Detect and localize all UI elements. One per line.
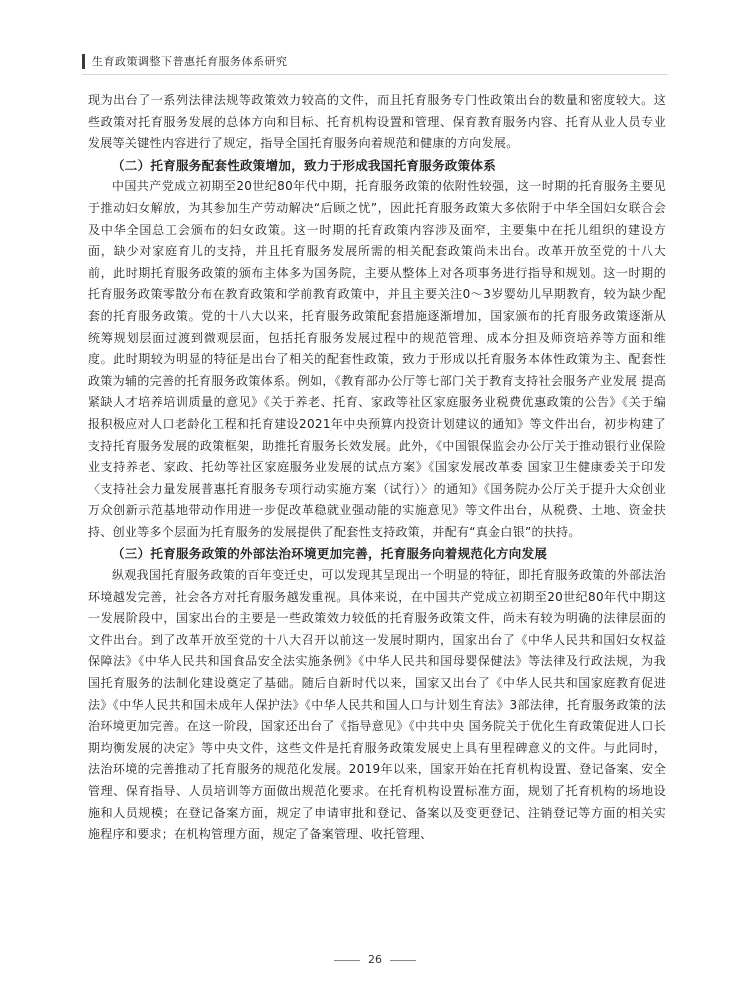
footer-rule-left	[334, 960, 360, 961]
running-header	[82, 52, 668, 75]
paragraph-section-3: 纵观我国托育服务政策的百年变迁史，可以发现其呈现出一个明显的特征，即托育服务政策的外部法治环境越发完善，社会各方对托育服务越发重视。具体来说，在中国共产党成立初期至20世纪80年代中期这一发展阶段中，国家出台的主要是一些政策效力较低的托育服务政策文件，尚未有较为明确的法律层面的文件出台。到了改革开放至党的十八大召开以前这一发展时期内，国家出台了《中华人民共和国妇女权益保障法》《中华人民共和国食品安全法实施条例》《中华人民共和国母婴保健法》等法律及行政法规，为我国托育服务的法制化建设奠定了基础。随后自新时代以来，国家又出台了《中华人民共和国家庭教育促进法》《中华人民共和国未成年人保护法》《中华人民共和国人口与计划生育法》3部法律，托育服务政策的法治环境更加完善。在这一阶段，国家还出台了《指导意见》《中共中央 国务院关于优化生育政策促进人口长期均衡发展的决定》等中央文件，这些文件是托育服务政策发展史上具有里程碑意义的文件。与此同时，法治环境的完善推动了托育服务的规范化发展。2019年以来，国家开始在托育机构设置、登记备案、安全管理、保育指导、人员培训等方面做出规范化要求。在托育机构设置标准方面，规划了托育机构的场地设施和人员规模；在登记备案方面，规定了申请审批和登记、备案以及变更登记、注销登记等方面的相关实施程序和要求；在机构管理方面，规定了备案管理、收托管理、	[88, 568, 666, 842]
page-number: 26	[368, 953, 382, 966]
page-footer	[0, 952, 750, 968]
section-heading-3: （三）托育服务政策的外部法治环境更加完善，托育服务向着规范化方向发展	[112, 546, 548, 562]
paragraph-section-2: 中国共产党成立初期至20世纪80年代中期，托育服务政策的依附性较强，这一时期的托育服务主要见于推动妇女解放，为其参加生产劳动解决“后顾之忧”，因此托育服务政策大多依附于中华全国妇女联合会及中华全国总工会颁布的妇女政策。这一时期的托育政策内容涉及面窄，主要集中在托儿组织的建设方面，缺少对家庭育儿的支持，并且托育服务发展所需的相关配套政策尚未出台。改革开放至党的十八大前，此时期托育服务政策的颁布主体多为国务院，主要从整体上对各项事务进行指导和规划。这一时期的托育服务政策零散分布在教育政策和学前教育政策中，并且主要关注0～3岁婴幼儿早期教育，较为缺少配套的托育服务政策。党的十八大以来，托育服务政策配套措施逐渐增加，国家颁布的托育服务政策逐渐从统筹规划层面过渡到微观层面，包括托育服务发展过程中的规范管理、成本分担及师资培养等方面和维度。此时期较为明显的特征是出台了相关的配套性政策，致力于形成以托育服务本体性政策为主、配套性政策为辅的完善的托育服务政策体系。例如，《教育部办公厅等七部门关于教育支持社会服务产业发展 提高紧缺人才培养培训质量的意见》《关于养老、托育、家政等社区家庭服务业税费优惠政策的公告》《关于编报积极应对人口老龄化工程和托育建设2021年中央预算内投资计划建议的通知》等文件出台，初步构建了支持托育服务发展的政策框架，助推托育服务长效发展。此外，《中国银保监会办公厅关于推动银行业保险业支持养老、家政、托幼等社区家庭服务业发展的试点方案》《国家发展改革委 国家卫生健康委关于印发〈支持社会力量发展普惠托育服务专项行动实施方案（试行）〉的通知》《国务院办公厅关于提升大众创业万众创新示范基地带动作用进一步促改革稳就业强动能的实施意见》等文件出台，从税费、土地、资金扶持、创业等多个层面为托育服务的发展提供了配套性支持政策，并配有“真金白银”的扶持。	[88, 179, 666, 539]
paragraph-continued: 现为出台了一系列法律法规等政策效力较高的文件，而且托育服务专门性政策出台的数量和密度较大。这些政策对托育服务发展的总体方向和目标、托育机构设置和管理、保育教育服务内容、托育从业人员专业发展等关键性内容进行了规定，指导全国托育服务向着规范和健康的方向发展。	[88, 93, 666, 151]
body-text	[88, 90, 666, 846]
running-title: 生育政策调整下普惠托育服务体系研究	[92, 55, 288, 68]
section-heading-2: （二）托育服务配套性政策增加，致力于形成我国托育服务政策体系	[112, 157, 497, 173]
header-marker-bar	[82, 54, 85, 69]
footer-rule-right	[390, 960, 416, 961]
